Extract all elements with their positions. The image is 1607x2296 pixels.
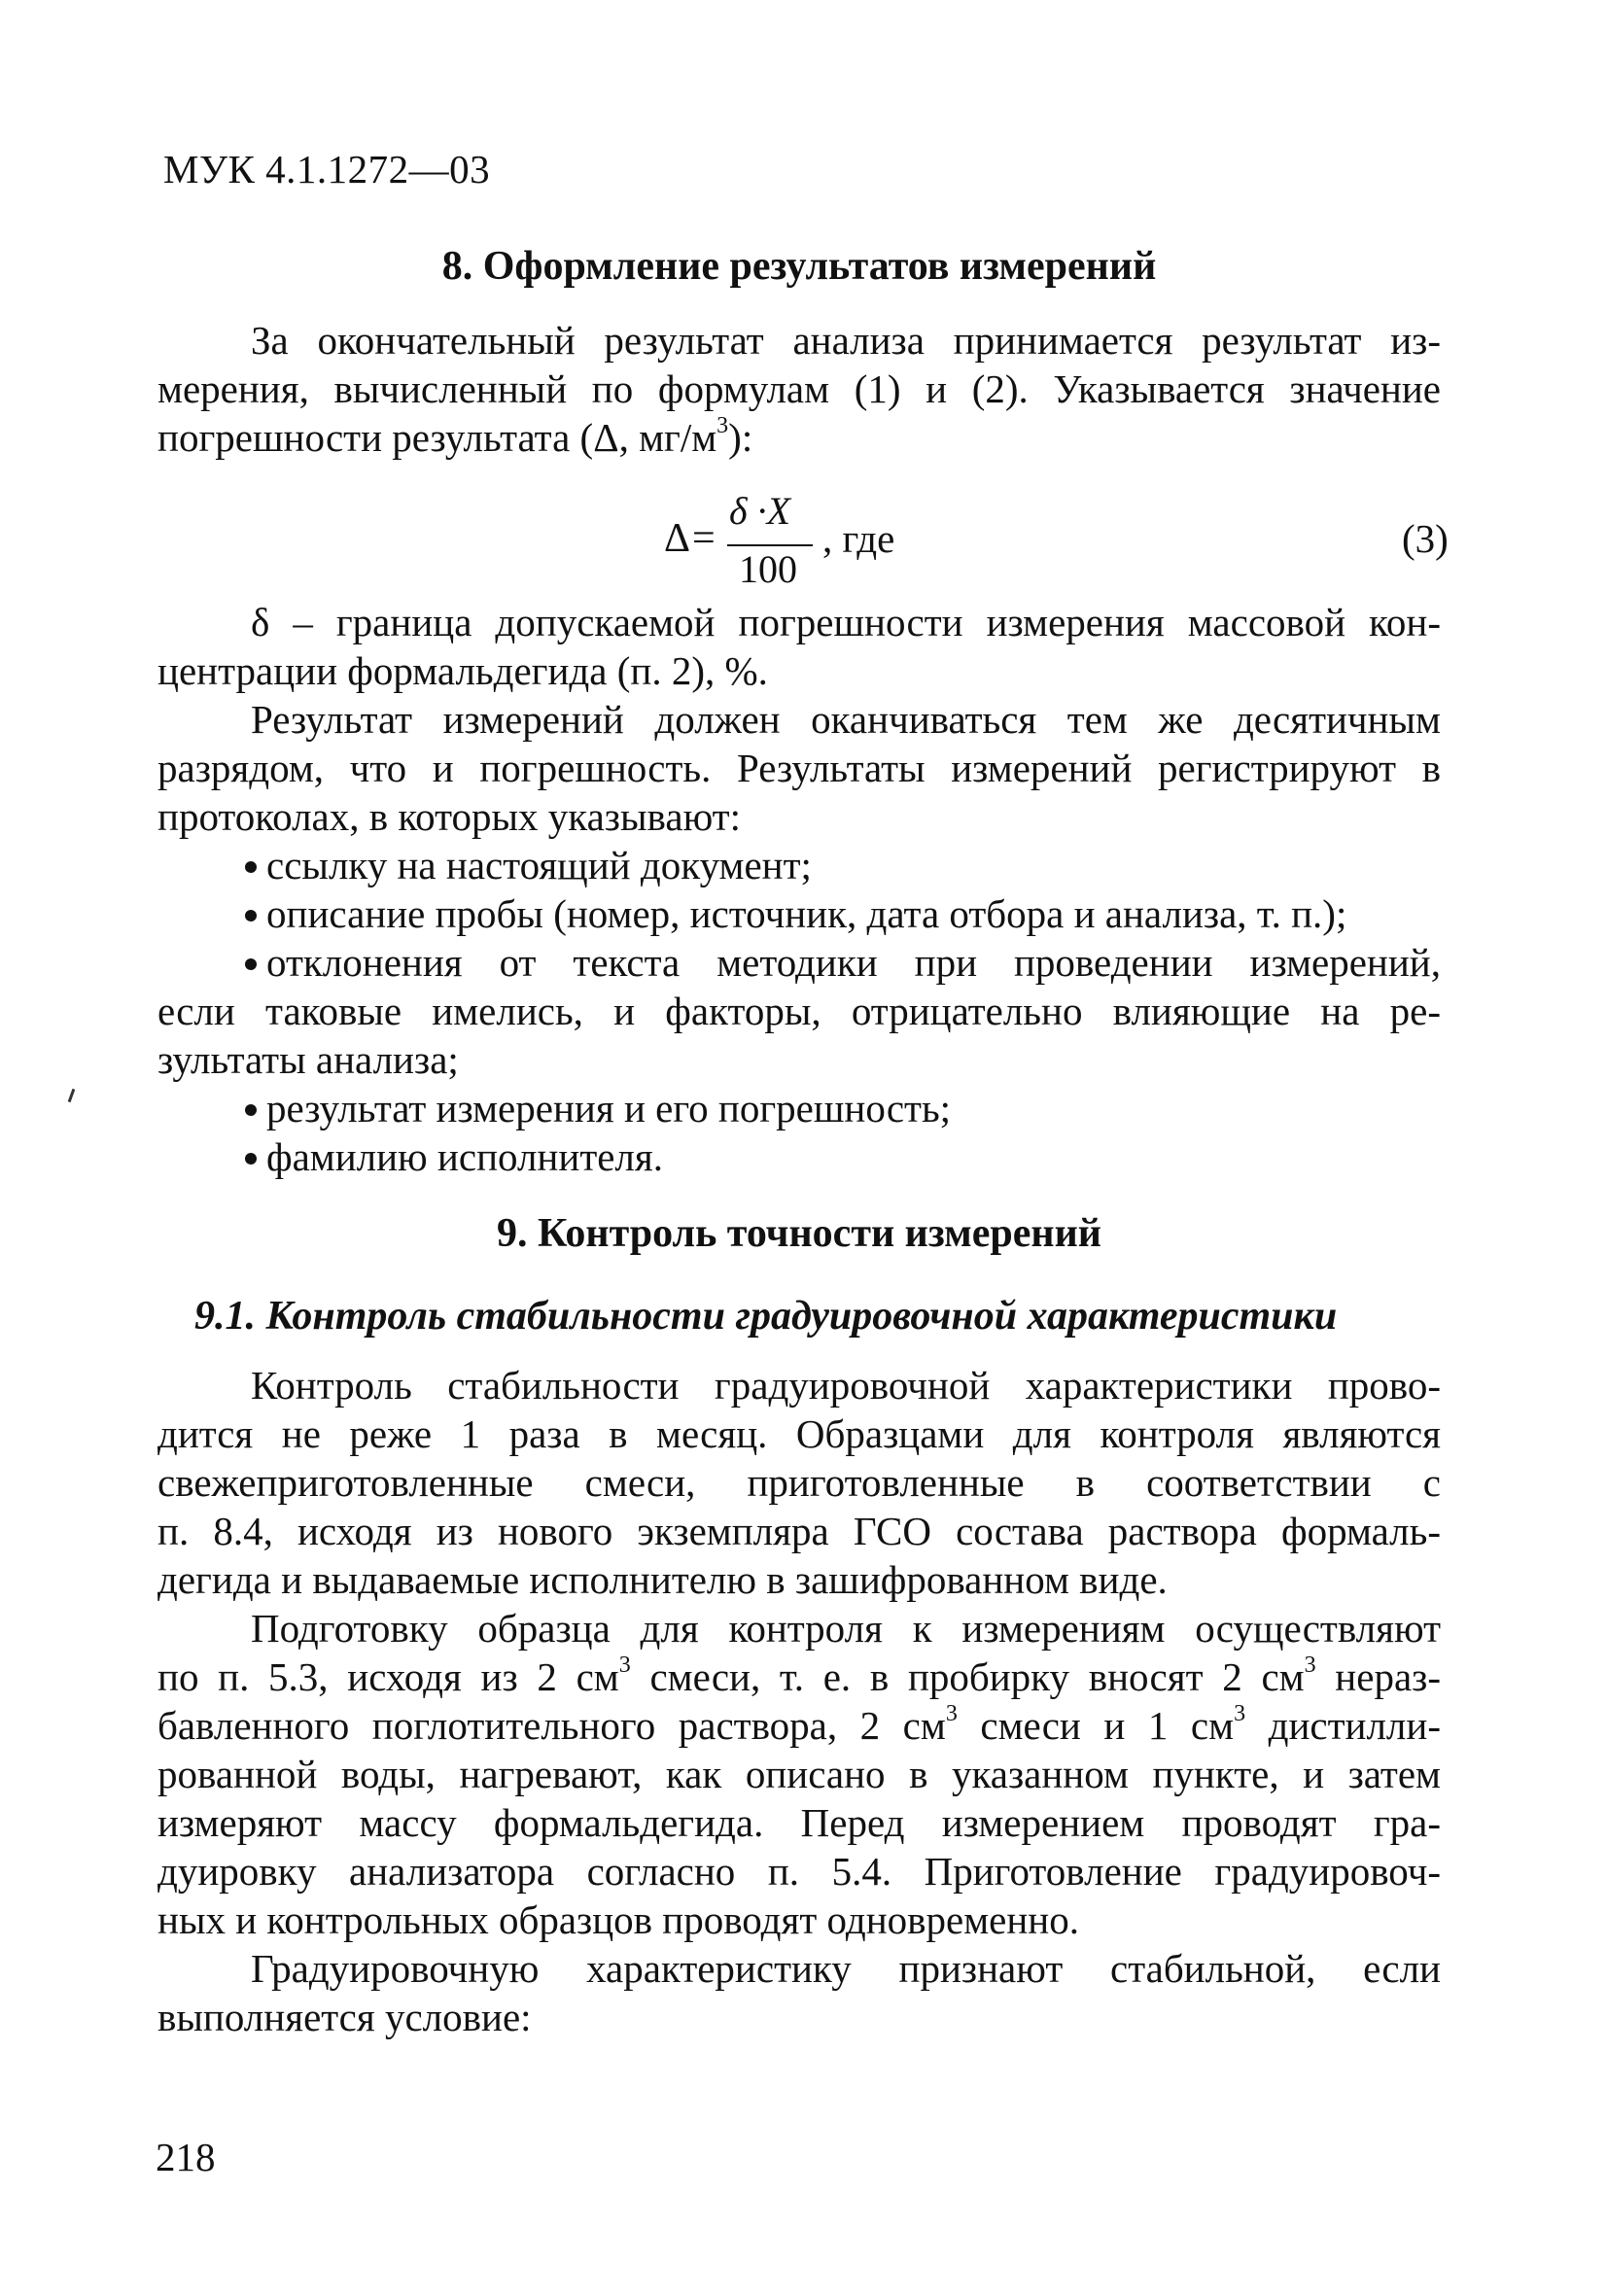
text-line: Градуировочную характеристику признают стабильной, если [251, 1946, 1441, 1991]
text-line: свежеприготовленные смеси, приготовленные в соответствии с [157, 1460, 1441, 1505]
text-line: выполняется условие: [157, 1995, 532, 2039]
text-line: бавленного поглотительного раствора, 2 $см^3$ смеси и 1 $см^3$ дистилли- [157, 1701, 1441, 1748]
formula-equals: = [692, 516, 716, 561]
formula-numerator: δ ·X [729, 489, 791, 533]
text-line: мерения, вычисленный по формулам (1) и (2). Указывается значение [157, 366, 1441, 411]
bullet-icon [245, 910, 257, 922]
text-line: измеряют массу формальдегида. Перед измерением проводят гра- [157, 1800, 1441, 1845]
text-line: Подготовку образца для контроля к измерениям осуществляют [251, 1606, 1441, 1651]
list-item: описание пробы (номер, источник, дата отбора и анализа, т. п.); [157, 889, 1441, 938]
bullet-icon [245, 1153, 257, 1165]
list-item: ссылку на настоящий документ; [157, 841, 1441, 889]
text-line: если таковые имелись, и факторы, отрицательно влияющие на ре- [157, 989, 1441, 1033]
section-8-paragraph-1 [157, 316, 1441, 462]
text-line: протоколах, в которых указывают: [157, 794, 741, 839]
list-item: отклонения от текста методики при проведении измерений, [157, 938, 1441, 987]
section-8-title: 8. Оформление результатов измерений [441, 244, 1157, 289]
text-line: разрядом, что и погрешность. Результаты измерений регистрируют в [157, 746, 1441, 790]
text-line: Контроль стабильности градуировочной характеристики прово- [251, 1363, 1441, 1408]
text-line: погрешности результата (Δ, $мг/м^3$): [157, 413, 753, 460]
formula-denominator: 100 [739, 547, 797, 591]
text-line: дуировку анализатора согласно п. 5.4. Приготовление градуировоч- [157, 1849, 1441, 1894]
formula-lhs: Δ [664, 516, 691, 561]
list-item: результат измерения и его погрешность; [157, 1084, 1441, 1132]
text-line: центрации формальдегида (п. 2), %. [157, 648, 768, 693]
list-item: фамилию исполнителя. [157, 1132, 1441, 1181]
bullet-icon [245, 861, 257, 873]
text-line: зультаты анализа; [157, 1037, 459, 1082]
section-9-title: 9. Контроль точности измерений [497, 1211, 1101, 1256]
bullet-list [157, 841, 1441, 1181]
text-line: п. 8.4, исходя из нового экземпляра ГСО состава раствора формаль- [157, 1509, 1441, 1553]
text-line: дится не реже 1 раза в месяц. Образцами для контроля являются [157, 1411, 1441, 1456]
text-line: Результат измерений должен оканчиваться тем же десятичным [251, 697, 1441, 742]
scan-speck [68, 1089, 76, 1102]
text-line: ных и контрольных образцов проводят одновременно. [157, 1897, 1079, 1942]
text-line: За окончательный результат анализа принимается результат из- [251, 318, 1441, 363]
text-line: рованной воды, нагревают, как описано в указанном пункте, и затем [157, 1752, 1441, 1796]
text-line: по п. 5.3, исходя из 2 $см^3$ смеси, т. е. в пробирку вносят 2 $см^3$ нераз- [157, 1652, 1441, 1699]
document-code-header: МУК 4.1.1272—03 [163, 147, 491, 191]
formula-number: (3) [1402, 516, 1449, 561]
section-9-paragraph-3 [157, 1944, 1441, 2041]
section-9-paragraph-1 [157, 1361, 1441, 1604]
section-9-paragraph-2 [157, 1604, 1441, 1944]
section-9-1-subtitle: 9.1. Контроль стабильности градуировочной характеристики [194, 1294, 1338, 1339]
bullet-icon [245, 1104, 257, 1116]
delta-definition [157, 598, 1441, 695]
page-number: 218 [156, 2135, 216, 2179]
formula-where: , где [822, 516, 895, 561]
bullet-icon [245, 958, 257, 970]
text-line: дегида и выдаваемые исполнителю в зашифрованном виде. [157, 1557, 1168, 1602]
text-line: δ – граница допускаемой погрешности измерения массовой кон- [251, 600, 1441, 644]
section-8-paragraph-2 [157, 695, 1441, 841]
